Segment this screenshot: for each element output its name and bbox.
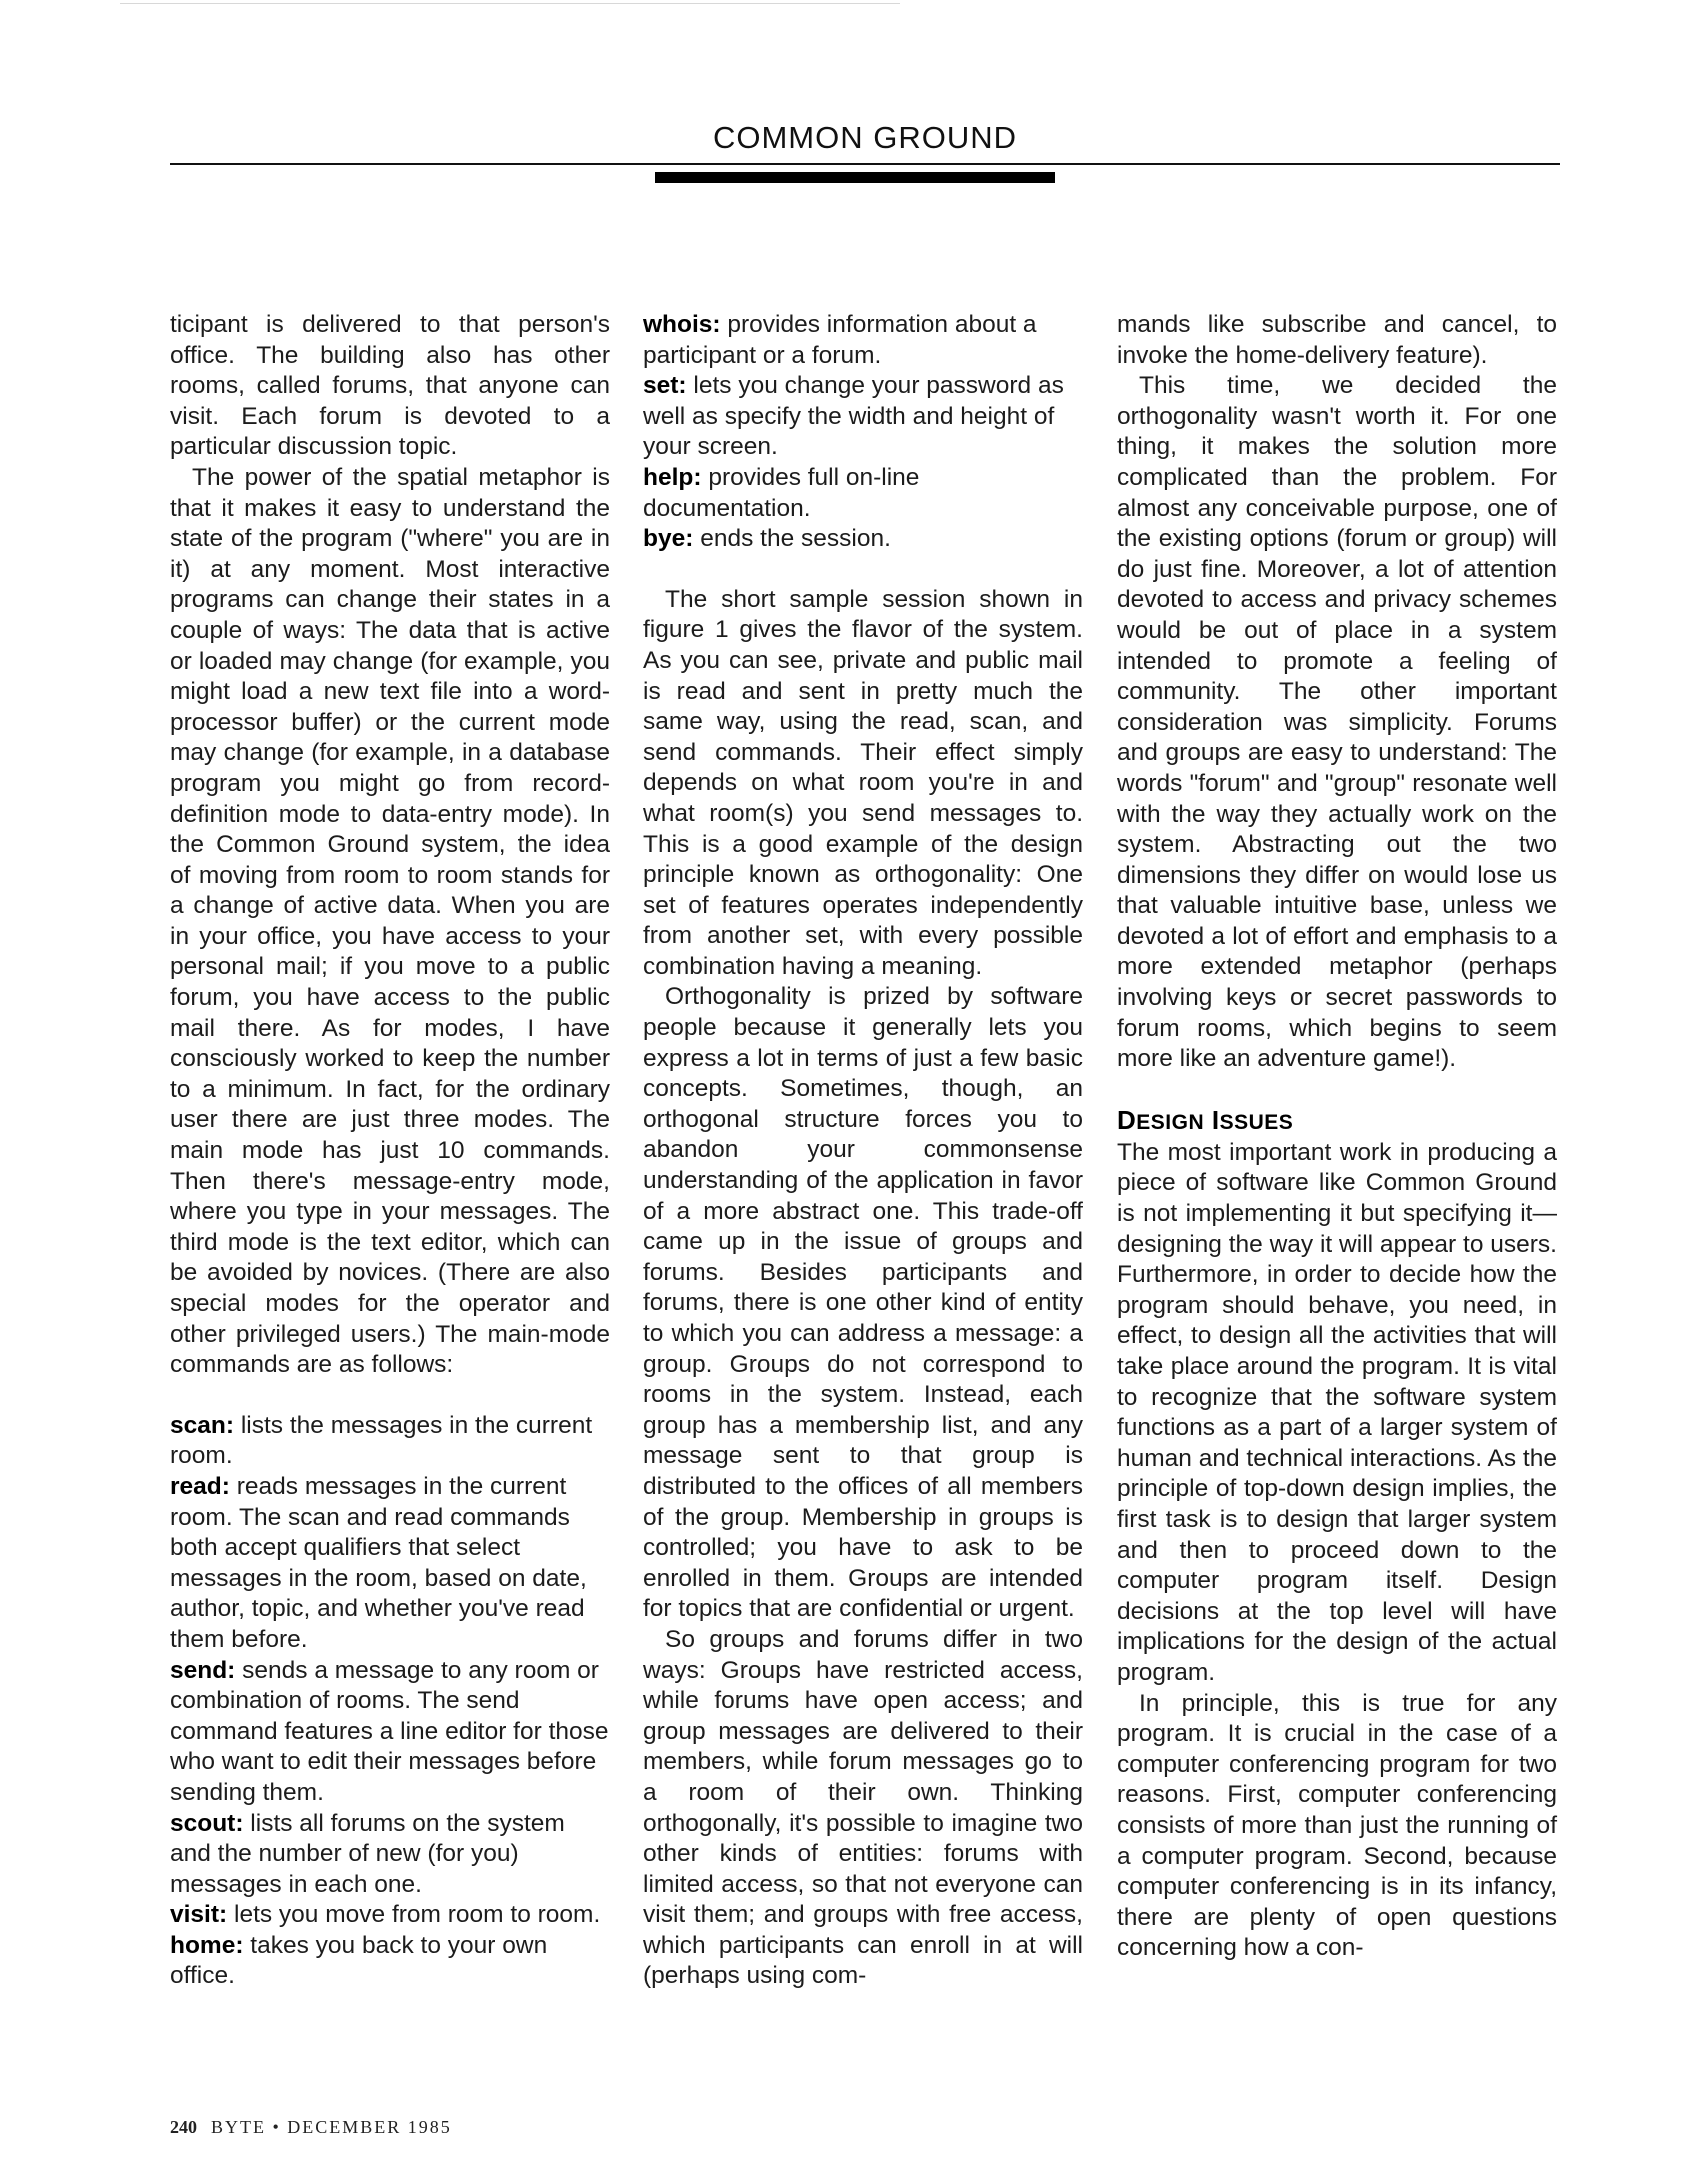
- command-description: lists all forums on the system and the number of new (for you) messages in each one.: [170, 1809, 565, 1898]
- command-description: lets you change your password as well as specify the width and height of your screen.: [643, 372, 1064, 461]
- command-description: lists the messages in the current room.: [170, 1411, 593, 1470]
- command-entry-whois: [643, 310, 1083, 371]
- spacer: [643, 555, 1083, 585]
- page-number: 240: [170, 2117, 197, 2137]
- command-entry-visit: [170, 1900, 610, 1931]
- command-entry-scout: [170, 1809, 610, 1901]
- paragraph: This time, we decided the orthogonality wasn't worth it. For one thing, it makes the solution more complicated than the problem. For almost any conceivable purpose, one of the existing options (forum or group) will do just fine. Moreover, a lot of attention devoted to access and privacy schemes would be out of place in a system intended to promote a feeling of community. The other important consideration was simplicity. Forums and groups are easy to understand: The words "forum" and "group" resonate well with the way they actually work on the system. Abstracting out the two dimensions they differ on would lose us that valuable intuitive base, unless we devoted a lot of effort and emphasis to a more extended metaphor (perhaps involving keys or secret passwords to forum rooms, which begins to seem more like an adventure game!).: [1117, 372, 1557, 1073]
- page-footer: [170, 2117, 452, 2138]
- column-1: [170, 310, 610, 1992]
- command-entry-bye: [643, 524, 1083, 555]
- command-entry-help: [643, 463, 1083, 524]
- command-name: help:: [643, 463, 702, 491]
- command-description: provides information about a participant or a forum.: [643, 311, 1037, 369]
- paragraph: mands like subscribe and cancel, to invoke the home-delivery feature).: [1117, 311, 1557, 369]
- column-2: [643, 310, 1083, 1992]
- command-description: ends the session.: [693, 525, 891, 553]
- command-name: read:: [170, 1472, 230, 1500]
- paragraph: ticipant is delivered to that person's office. The building also has other rooms, called forums, that anyone can visit. Each forum is devoted to a particular discussion topic.: [170, 311, 610, 461]
- header-rule: [170, 163, 1560, 165]
- command-name: scout:: [170, 1809, 244, 1837]
- paragraph: So groups and forums differ in two ways: Groups have restricted access, while forums have open access; and group messages are delivered to their members, while forum messages go to a room of their own. Thinking orthogonally, it's possible to imagine two other kinds of entities: forums with limited access, so that not everyone can visit them; and groups with free access, which participants can enroll in at will (perhaps using com-: [643, 1625, 1083, 1990]
- spacer: [1117, 1075, 1557, 1105]
- command-entry-send: [170, 1656, 610, 1809]
- command-description: lets you move from room to room.: [227, 1901, 601, 1929]
- command-description: takes you back to your own office.: [170, 1931, 548, 1990]
- command-description: reads messages in the current room. The scan and read commands both accept qualifiers that select messages in the room, based on date, author, topic, and whether you've read them before.: [170, 1472, 587, 1653]
- command-name: home:: [170, 1931, 244, 1959]
- column-3: [1117, 310, 1557, 1964]
- command-name: bye:: [643, 525, 694, 553]
- command-entry-set: [643, 371, 1083, 463]
- command-name: set:: [643, 372, 687, 400]
- paragraph: The short sample session shown in figure 1 gives the flavor of the system. As you can see, private and public mail is read and sent in pretty much the same way, using the read, scan, and send commands. Their effect simply depends on what room you're in and what room(s) you send messages to. This is a good example of the design principle known as orthogonality: One set of features operates independently from another set, with every possible combination having a meaning.: [643, 585, 1083, 980]
- command-name: whois:: [643, 311, 721, 338]
- header-accent-bar: [655, 172, 1055, 183]
- section-heading-design-issues: DESIGN ISSUES: [1117, 1104, 1294, 1135]
- spacer: [170, 1381, 610, 1411]
- command-entry-read: [170, 1472, 610, 1656]
- issue-line: BYTE • DECEMBER 1985: [211, 2117, 452, 2137]
- top-hairline: [120, 3, 900, 4]
- paragraph: In principle, this is true for any program. It is crucial in the case of a computer conferencing program for two reasons. First, computer conferencing consists of more than just the running of a computer program. Second, because computer conferencing is in its infancy, there are plenty of open questions concerning how a con-: [1117, 1689, 1557, 1962]
- command-description: sends a message to any room or combination of rooms. The send command features a line editor for those who want to edit their messages before sending them.: [170, 1656, 609, 1806]
- command-entry-home: [170, 1931, 610, 1992]
- command-name: scan:: [170, 1411, 235, 1439]
- command-description: provides full on-line documentation.: [643, 463, 920, 522]
- command-entry-scan: [170, 1411, 610, 1472]
- paragraph: The most important work in producing a piece of software like Common Ground is not implementing it but specifying it—designing the way it will appear to users. Furthermore, in order to decide how the program should behave, you need, in effect, to design all the activities that will take place around the program. It is vital to recognize that the software system functions as a part of a larger system of human and technical interactions. As the principle of top-down design implies, the first task is to design that larger system and then to proceed down to the computer program itself. Design decisions at the top level will have implications for the design of the actual program.: [1117, 1138, 1557, 1686]
- paragraph: Orthogonality is prized by software people because it generally lets you express a lot in terms of just a few basic concepts. Sometimes, though, an orthogonal structure forces you to abandon your commonsense understanding of the application in favor of a more abstract one. This trade-off came up in the issue of groups and forums. Besides participants and forums, there is one other kind of entity to which you can address a message: a group. Groups do not correspond to rooms in the system. Instead, each group has a membership list, and any message sent to that group is distributed to the offices of all members of the group. Membership in groups is controlled; you have to ask to be enrolled in them. Groups are intended for topics that are confidential or urgent.: [643, 983, 1083, 1623]
- paragraph: The power of the spatial metaphor is that it makes it easy to understand the state of the program ("where" you are in it) at any moment. Most interactive programs can change their states in a couple of ways: The data that is active or loaded may change (for example, you might load a new text file into a word-processor buffer) or the current mode may change (for example, in a database program you might go from record-definition mode to data-entry mode). In the Common Ground system, the idea of moving from room to room stands for a change of active data. When you are in your office, you have access to your personal mail; if you move to a public forum, you have access to the public mail there. As for modes, I have consciously worked to keep the number to a minimum. In fact, for the ordinary user there are just three modes. The main mode has just 10 commands. Then there's message-entry mode, where you type in your messages. The third mode is the text editor, which can be avoided by novices. (There are also special modes for the operator and other privileged users.) The main-mode commands are as follows:: [170, 463, 610, 1379]
- running-head: COMMON GROUND: [712, 120, 1018, 155]
- command-name: send:: [170, 1656, 236, 1684]
- command-name: visit:: [170, 1901, 228, 1929]
